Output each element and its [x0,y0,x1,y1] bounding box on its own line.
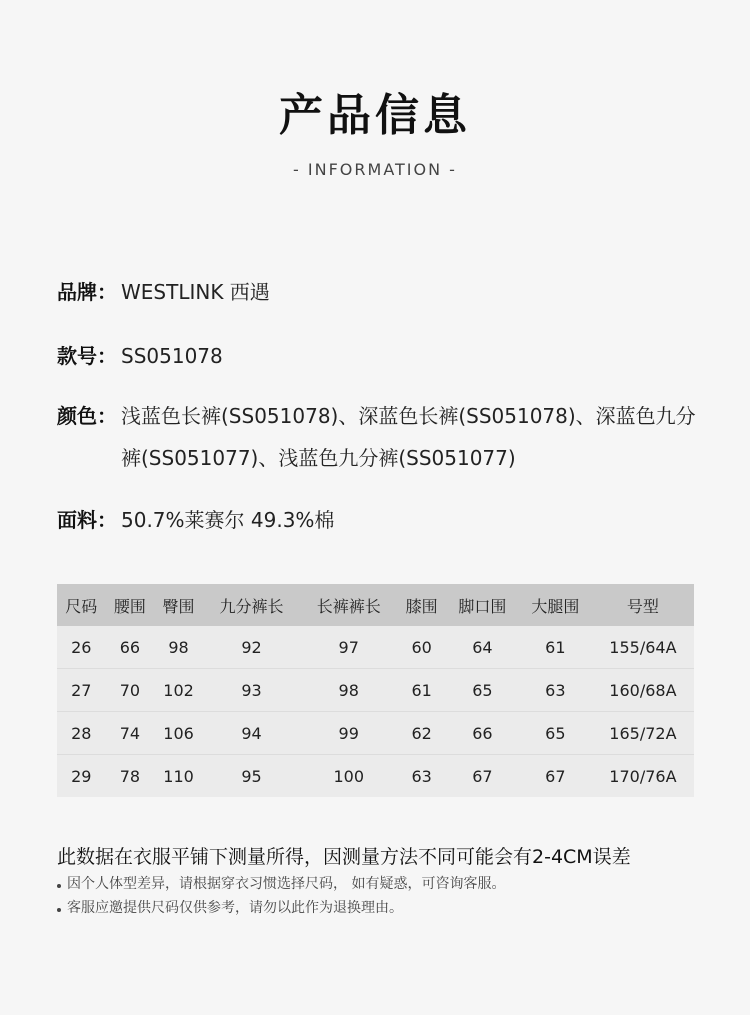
brand-label: 品牌： [57,280,117,304]
table-cell: 99 [300,712,397,755]
table-cell: 29 [57,755,106,798]
table-cell: 63 [519,669,592,712]
color-label: 颜色： [57,404,117,428]
table-cell: 155/64A [592,626,694,669]
size-table [57,584,694,797]
table-cell: 27 [57,669,106,712]
table-cell: 98 [300,669,397,712]
table-cell: 70 [106,669,155,712]
table-cell: 65 [519,712,592,755]
table-cell: 93 [203,669,300,712]
note-item [57,872,717,896]
table-cell: 26 [57,626,106,669]
table-cell: 67 [446,755,519,798]
table-cell: 160/68A [592,669,694,712]
table-cell: 165/72A [592,712,694,755]
measurement-notes [57,842,717,920]
fabric-label: 面料： [57,508,117,532]
page-title: 产品信息 [279,90,471,141]
table-cell: 74 [106,712,155,755]
table-cell: 94 [203,712,300,755]
table-cell: 62 [397,712,446,755]
bullet-icon [57,884,61,888]
table-cell: 102 [154,669,203,712]
header-fit-code: 号型 [592,584,694,626]
header-leg-opening: 脚口围 [446,584,519,626]
table-row [57,712,694,755]
style-number-value: SS051078 [121,344,223,368]
table-cell: 61 [397,669,446,712]
table-row [57,626,694,669]
bullet-icon [57,908,61,912]
note-item [57,896,717,920]
table-cell: 65 [446,669,519,712]
table-cell: 28 [57,712,106,755]
table-cell: 66 [446,712,519,755]
table-cell: 100 [300,755,397,798]
fabric-row [57,504,334,536]
table-cell: 106 [154,712,203,755]
table-cell: 60 [397,626,446,669]
fabric-value: 50.7%莱赛尔 49.3%棉 [121,508,335,532]
note-text: 因个人体型差异，请根据穿衣习惯选择尺码， 如有疑惑，可咨询客服。 [67,876,506,892]
size-table-header-row [57,584,694,626]
color-row [57,400,707,479]
table-cell: 66 [106,626,155,669]
table-cell: 67 [519,755,592,798]
color-value: 浅蓝色长裤(SS051078)、深蓝色长裤(SS051078)、深蓝色九分裤(SS051077)、浅蓝色九分裤(SS051077) [121,404,696,470]
header-knee: 膝围 [397,584,446,626]
header-hip: 臀围 [154,584,203,626]
table-cell: 170/76A [592,755,694,798]
header-waist: 腰围 [106,584,155,626]
style-number-row [57,340,223,372]
header-size: 尺码 [57,584,106,626]
table-cell: 78 [106,755,155,798]
table-cell: 97 [300,626,397,669]
style-number-label: 款号： [57,344,117,368]
table-cell: 110 [154,755,203,798]
table-cell: 63 [397,755,446,798]
table-cell: 64 [446,626,519,669]
brand-row [57,276,270,308]
table-row [57,755,694,798]
table-row [57,669,694,712]
header-full-length: 长裤裤长 [300,584,397,626]
header-thigh: 大腿围 [519,584,592,626]
table-cell: 61 [519,626,592,669]
table-cell: 98 [154,626,203,669]
table-cell: 95 [203,755,300,798]
notes-main-text: 此数据在衣服平铺下测量所得，因测量方法不同可能会有2-4CM误差 [57,846,631,868]
brand-value: WESTLINK 西遇 [121,280,270,304]
page-subtitle: - INFORMATION - [293,160,457,179]
page-header [0,88,750,180]
table-cell: 92 [203,626,300,669]
header-cropped-length: 九分裤长 [203,584,300,626]
note-text: 客服应邀提供尺码仅供参考，请勿以此作为退换理由。 [67,900,403,916]
